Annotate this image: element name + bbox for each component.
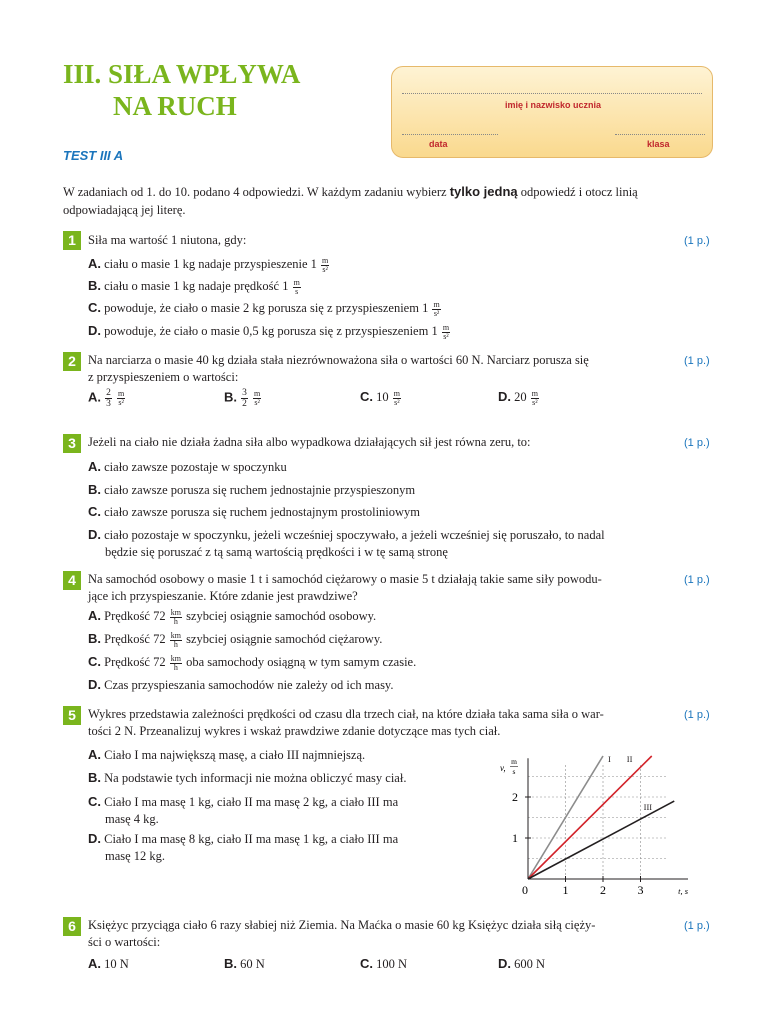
question-number-6: 6 bbox=[63, 917, 81, 936]
q5-option-c[interactable]: C. Ciało I ma masę 1 kg, ciało II ma masę 2 kg, a ciało III ma masę 4 kg. bbox=[88, 794, 399, 826]
question-2-points: (1 p.) bbox=[684, 355, 710, 367]
question-2-text: Na narciarza o masie 40 kg działa stała niezrównoważona siła o wartości 60 N. Narciarz porusza się z przyspieszeniem o wartości: bbox=[88, 353, 589, 384]
y-axis-unit-numerator: m bbox=[511, 757, 517, 766]
question-1-text: Siła ma wartość 1 niutona, gdy: bbox=[88, 233, 247, 247]
name-label: imię i nazwisko ucznia bbox=[504, 100, 602, 110]
series-label-I: I bbox=[608, 754, 611, 765]
velocity-time-chart bbox=[492, 742, 718, 898]
instructions-emphasis: tylko jedną bbox=[449, 184, 518, 199]
x-tick-label-3: 3 bbox=[637, 883, 644, 897]
q4-option-c[interactable]: C. Prędkość 72 $\frac{km}{h}$ oba samochody osiągną w tym samym czasie. bbox=[88, 653, 417, 672]
q4-option-d[interactable]: D. Czas przyspieszania samochodów nie zależy od ich masy. bbox=[88, 677, 394, 692]
q6-option-a[interactable]: A. 10 N bbox=[88, 956, 129, 971]
x-axis-label: t, s bbox=[678, 886, 688, 896]
origin-label: 0 bbox=[522, 883, 528, 897]
date-label: data bbox=[429, 139, 448, 149]
question-6-points: (1 p.) bbox=[684, 920, 710, 932]
student-info-box[interactable] bbox=[391, 66, 713, 158]
q3-option-d[interactable]: D. ciało pozostaje w spoczynku, jeżeli wcześniej spoczywało, a jeżeli wcześniej się poruszało, to nadal będzie się poruszać z tą samą wartością prędkości i w tę samą stronę bbox=[88, 527, 605, 559]
q6-option-d[interactable]: D. 600 N bbox=[498, 956, 546, 971]
q6-option-c[interactable]: C. 100 N bbox=[360, 956, 408, 971]
x-tick-label-2: 2 bbox=[600, 883, 606, 897]
class-label: klasa bbox=[647, 139, 670, 149]
series-label-III: III bbox=[643, 802, 653, 813]
q2-option-c[interactable]: C. 10 $\frac{m}{\text{s²}}$ bbox=[360, 388, 400, 407]
date-line[interactable] bbox=[402, 134, 498, 135]
q6-option-b[interactable]: B. 60 N bbox=[224, 956, 265, 971]
title-line-1: III. SIŁA WPŁYWA bbox=[63, 59, 301, 89]
question-4-text: Na samochód osobowy o masie 1 t i samochód ciężarowy o masie 5 t działają takie same siły powodu- jące ich przyspieszanie. Które zdanie jest prawdziwe? bbox=[88, 572, 602, 603]
question-number-3: 3 bbox=[63, 434, 81, 453]
instructions: W zadaniach od 1. do 10. podano 4 odpowiedzi. W każdym zadaniu wybierz tylko jedną odpowiedź i otocz linią odpowiadającą jej literę. bbox=[63, 184, 638, 217]
q2-option-d[interactable]: D. 20 $\frac{m}{\text{s²}}$ bbox=[498, 388, 538, 407]
q4-option-b[interactable]: B. Prędkość 72 $\frac{km}{h}$ szybciej osiągnie samochód ciężarowy. bbox=[88, 630, 383, 649]
q3-option-b[interactable]: B. ciało zawsze porusza się ruchem jednostajnie przyspieszonym bbox=[88, 482, 416, 497]
question-1-points: (1 p.) bbox=[684, 235, 710, 247]
q4-option-a[interactable]: A. Prędkość 72 $\frac{km}{h}$ szybciej osiągnie samochód osobowy. bbox=[88, 607, 377, 626]
chart-grid bbox=[528, 764, 667, 879]
question-5-points: (1 p.) bbox=[684, 709, 710, 721]
q1-option-d[interactable]: D. powoduje, że ciało o masie 0,5 kg porusza się z przyspieszeniem 1 $\frac{m}{\text{s²}}$ bbox=[88, 322, 450, 341]
q5-option-d[interactable]: D. Ciało I ma masę 8 kg, ciało II ma masę 1 kg, a ciało III ma masę 12 kg. bbox=[88, 831, 399, 863]
question-number-4: 4 bbox=[63, 571, 81, 590]
q5-option-a[interactable]: A. Ciało I ma największą masę, a ciało III najmniejszą. bbox=[88, 747, 366, 762]
y-tick-label-2: 2 bbox=[512, 790, 518, 804]
series-label-II: II bbox=[626, 754, 633, 765]
question-number-1: 1 bbox=[63, 231, 81, 250]
q5-option-b[interactable]: B. Na podstawie tych informacji nie można obliczyć masy ciał. bbox=[88, 770, 407, 785]
page-title bbox=[63, 58, 300, 122]
question-6-text: Księżyc przyciąga ciało 6 razy słabiej niż Ziemia. Na Maćka o masie 60 kg Księżyc działa siłą cięży- ści o wartości: bbox=[88, 918, 596, 949]
series-line-III bbox=[528, 801, 674, 879]
class-line[interactable] bbox=[615, 134, 705, 135]
q3-option-a[interactable]: A. ciało zawsze pozostaje w spoczynku bbox=[88, 459, 287, 474]
q3-option-c[interactable]: C. ciało zawsze porusza się ruchem jednostajnym prostoliniowym bbox=[88, 504, 421, 519]
q1-option-b[interactable]: B. ciału o masie 1 kg nadaje prędkość 1 $\frac{m}{s}$ bbox=[88, 277, 300, 296]
question-5-text: Wykres przedstawia zależności prędkości od czasu dla trzech ciał, na które działa taka sama siła o war- tości 2 N. Przeanalizuj wykres i wskaż prawdziwe zdanie dotyczące mas tych ciał. bbox=[88, 707, 604, 738]
q2-option-a[interactable]: A. $\frac{2}{3}$ $\frac{m}{\text{s²}}$ bbox=[88, 388, 125, 409]
q1-option-c[interactable]: C. powoduje, że ciało o masie 2 kg porusza się z przyspieszeniem 1 $\frac{m}{\text{s²}}$ bbox=[88, 299, 440, 318]
x-tick-label-1: 1 bbox=[562, 883, 569, 897]
question-3-text: Jeżeli na ciało nie działa żadna siła albo wypadkowa działających sił jest równa zeru, to: bbox=[88, 435, 531, 449]
y-axis-unit-denominator: s bbox=[512, 767, 516, 776]
question-number-5: 5 bbox=[63, 706, 81, 725]
test-label: TEST III A bbox=[63, 148, 124, 163]
name-line[interactable] bbox=[402, 93, 702, 94]
title-line-2: NA RUCH bbox=[113, 91, 237, 121]
question-4-points: (1 p.) bbox=[684, 574, 710, 586]
y-tick-label-1: 1 bbox=[512, 831, 518, 845]
q1-option-a[interactable]: A. ciału o masie 1 kg nadaje przyspieszenie 1 $\frac{m}{\text{s²}}$ bbox=[88, 255, 329, 274]
question-3-points: (1 p.) bbox=[684, 437, 710, 449]
question-number-2: 2 bbox=[63, 352, 81, 371]
y-axis-label: v, bbox=[500, 763, 506, 773]
q2-option-b[interactable]: B. $\frac{3}{2}$ $\frac{m}{\text{s²}}$ bbox=[224, 388, 261, 409]
